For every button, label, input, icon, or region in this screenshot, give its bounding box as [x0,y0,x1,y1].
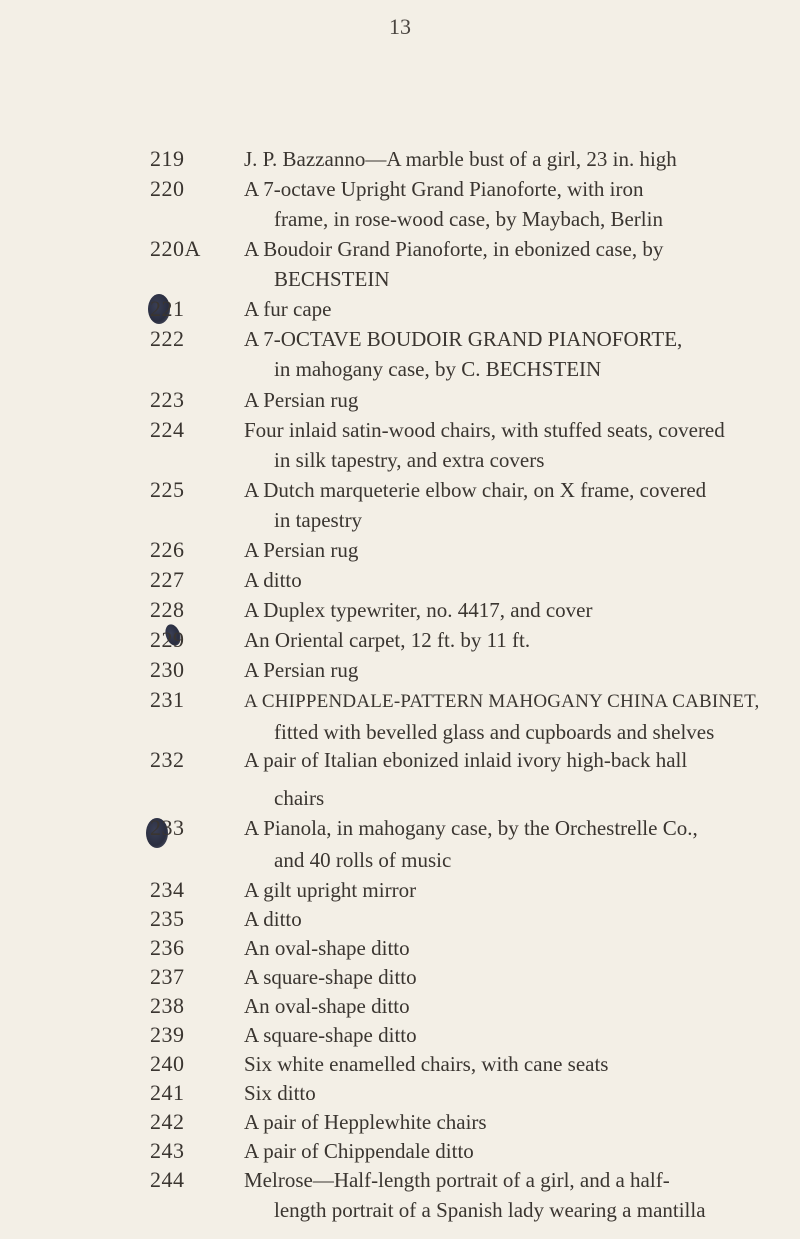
lot-number: 227 [150,567,185,592]
lot-description: A Duplex typewriter, no. 4417, and cover [244,598,593,622]
lot-number: 225 [150,477,185,502]
lot-description: A 7-OCTAVE BOUDOIR GRAND PIANOFORTE, in mahogany case, by C. BECHSTEIN [244,327,683,381]
lot-description: A Dutch marqueterie elbow chair, on X frame, covered in tapestry [244,478,707,532]
lot-description: A fur cape [244,297,332,321]
lot-number: 220A [150,236,201,261]
lot-number: 226 [150,537,185,562]
lot-description: A Pianola, in mahogany case, by the Orchestrelle Co., and 40 rolls of music [244,816,698,872]
lot-number: 236 [150,935,185,960]
lot-description: A Boudoir Grand Pianoforte, in ebonized case, by BECHSTEIN [244,237,664,291]
lot-description: A Persian rug [244,538,359,562]
lot-number: 237 [150,964,185,989]
lot-number: 228 [150,597,185,622]
lot-description: Four inlaid satin-wood chairs, with stuffed seats, covered in silk tapestry, and extra covers [244,418,725,472]
lot-description: Melrose—Half-length portrait of a girl, and a half- length portrait of a Spanish lady wearing a mantilla [244,1168,706,1222]
lot-description: A pair of Italian ebonized inlaid ivory high-back hall chairs [244,748,688,810]
lot-number: 244 [150,1167,185,1192]
lot-number: 239 [150,1022,185,1047]
lot-number: 232 [150,747,185,772]
lot-number: 233 [150,815,185,840]
lot-number: 234 [150,877,185,902]
lot-description: A square-shape ditto [244,1023,417,1047]
lot-description: A ditto [244,568,302,592]
lot-number: 220 [150,176,185,201]
lot-number: 223 [150,387,185,412]
lot-number: 229 [150,627,185,652]
lot-description: Six ditto [244,1081,316,1105]
lot-number: 240 [150,1051,185,1076]
lot-number: 231 [150,687,185,712]
lot-description: A CHIPPENDALE-PATTERN MAHOGANY CHINA CABINET, fitted with bevelled glass and cupboards and shelves [244,691,760,744]
lot-description: A square-shape ditto [244,965,417,989]
lot-description: A Persian rug [244,388,359,412]
lot-number: 222 [150,326,185,351]
lot-description: A pair of Hepplewhite chairs [244,1110,487,1134]
lot-description: A pair of Chippendale ditto [244,1139,474,1163]
lot-description: An oval-shape ditto [244,936,410,960]
lot-number: 219 [150,146,185,171]
lot-description: A Persian rug [244,658,359,682]
lot-number: 221 [150,296,185,321]
lot-description: A gilt upright mirror [244,878,417,902]
lot-description: A ditto [244,907,302,931]
page-number: 13 [389,14,411,39]
lot-description: Six white enamelled chairs, with cane seats [244,1052,609,1076]
lot-description: An Oriental carpet, 12 ft. by 11 ft. [244,628,531,652]
lot-number: 243 [150,1138,185,1163]
lot-number: 235 [150,906,185,931]
lot-description: J. P. Bazzanno—A marble bust of a girl, 23 in. high [244,147,677,171]
lot-number: 230 [150,657,185,682]
lot-description: A 7-octave Upright Grand Pianoforte, with iron frame, in rose-wood case, by Maybach, Berlin [244,177,663,231]
lot-number: 238 [150,993,185,1018]
lot-number: 224 [150,417,185,442]
lot-number: 242 [150,1109,185,1134]
lot-number: 241 [150,1080,185,1105]
lot-description: An oval-shape ditto [244,994,410,1018]
